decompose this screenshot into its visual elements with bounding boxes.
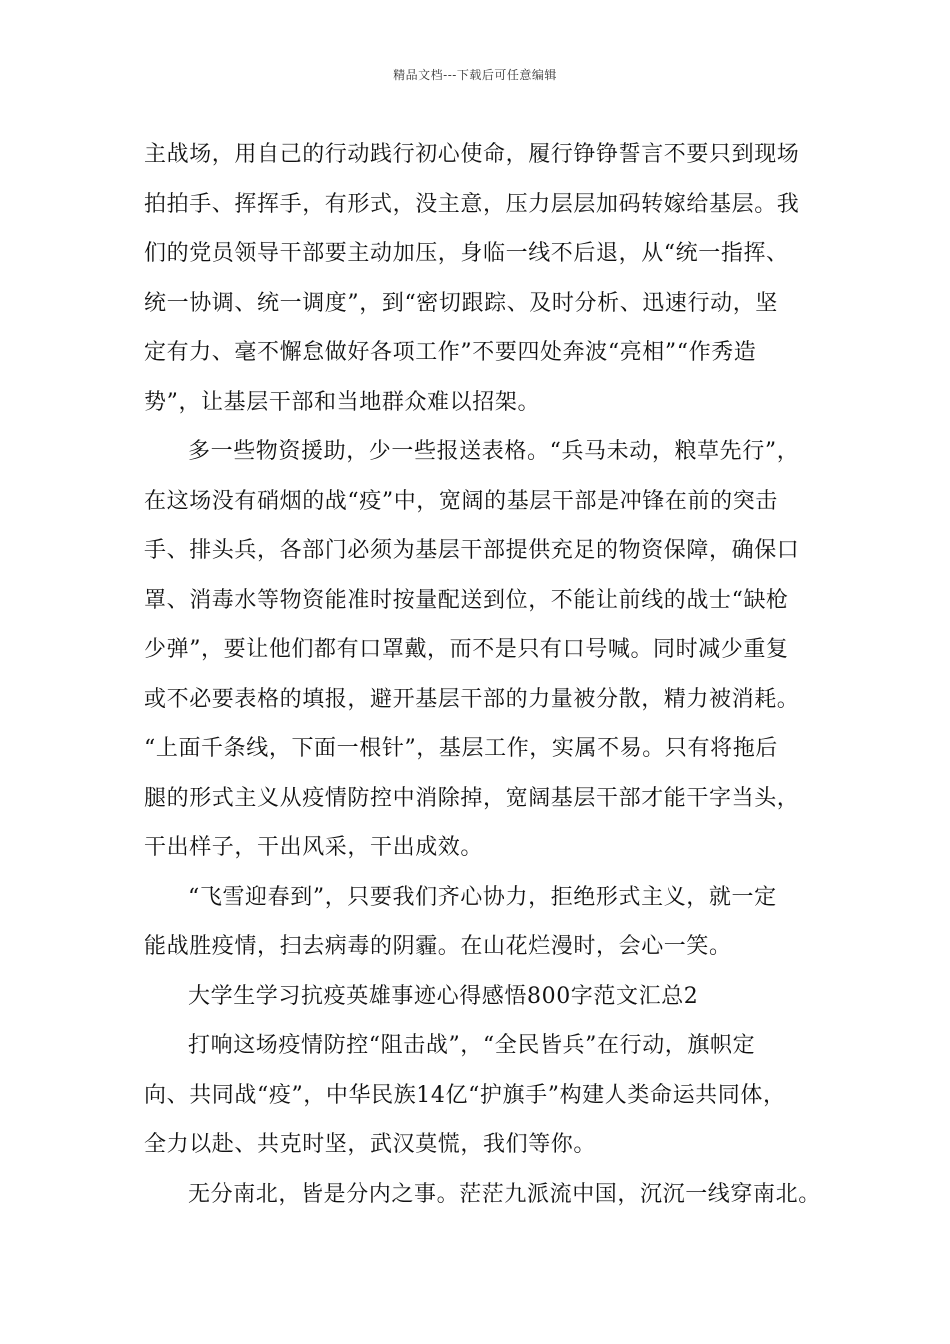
text-line: 或不必要表格的填报，避开基层干部的力量被分散，精力被消耗。 — [144, 686, 800, 712]
text-line: 能战胜疫情，扫去病毒的阴霾。在山花烂漫时，会心一笑。 — [144, 934, 732, 959]
text-line: 定有力、毫不懈怠做好各项工作”不要四处奔波“亮相”“作秀造 — [144, 340, 757, 365]
text-line: 干出样子，干出风采，干出成效。 — [144, 835, 484, 860]
text-line: 势”，让基层干部和当地群众难以招架。 — [144, 389, 541, 415]
text-line: 们的党员领导干部要主动加压，身临一线不后退，从“统一指挥、 — [144, 241, 789, 266]
text-line: 主战场，用自己的行动践行初心使命，履行铮铮誓言不要只到现场 — [144, 142, 800, 167]
text-line: 打响这场疫情防控“阻击战”，“全民皆兵”在行动，旗帜定 — [188, 1033, 756, 1058]
document-body — [144, 130, 834, 1219]
text-line: 手、排头兵，各部门必须为基层干部提供充足的物资保障，确保口 — [144, 538, 800, 563]
section-heading: 大学生学习抗疫英雄事迹心得感悟800字范文汇总2 — [188, 983, 699, 1009]
page-header: 精品文档---下载后可任意编辑 — [393, 68, 557, 82]
text-line: “上面千条线，下面一根针”，基层工作，实属不易。只有将拖后 — [144, 736, 778, 761]
text-line: 在这场没有硝烟的战“疫”中，宽阔的基层干部是冲锋在前的突击 — [144, 488, 778, 514]
text-line: 罩、消毒水等物资能准时按量配送到位，不能让前线的战士“缺枪 — [144, 587, 789, 613]
text-line: 向、共同战“疫”，中华民族14亿“护旗手”构建人类命运共同体， — [144, 1082, 786, 1108]
text-line: 无分南北，皆是分内之事。茫茫九派流中国，沉沉一线穿南北。 — [188, 1181, 821, 1207]
text-line: 拍拍手、挥挥手，有形式，没主意，压力层层加码转嫁给基层。我 — [144, 191, 800, 217]
text-line: 统一协调、统一调度”，到“密切跟踪、及时分析、迅速行动，坚 — [144, 290, 778, 316]
text-line: 全力以赴、共克时坚，武汉莫慌，我们等你。 — [144, 1132, 597, 1157]
text-line: 腿的形式主义从疫情防控中消除掉，宽阔基层干部才能干字当头， — [144, 785, 800, 811]
text-line: 多一些物资援助，少一些报送表格。“兵马未动，粮草先行”， — [188, 439, 800, 464]
text-line: 少弹”，要让他们都有口罩戴，而不是只有口号喊。同时减少重复 — [144, 637, 789, 662]
text-line: “飞雪迎春到”，只要我们齐心协力，拒绝形式主义，就一定 — [188, 884, 777, 910]
